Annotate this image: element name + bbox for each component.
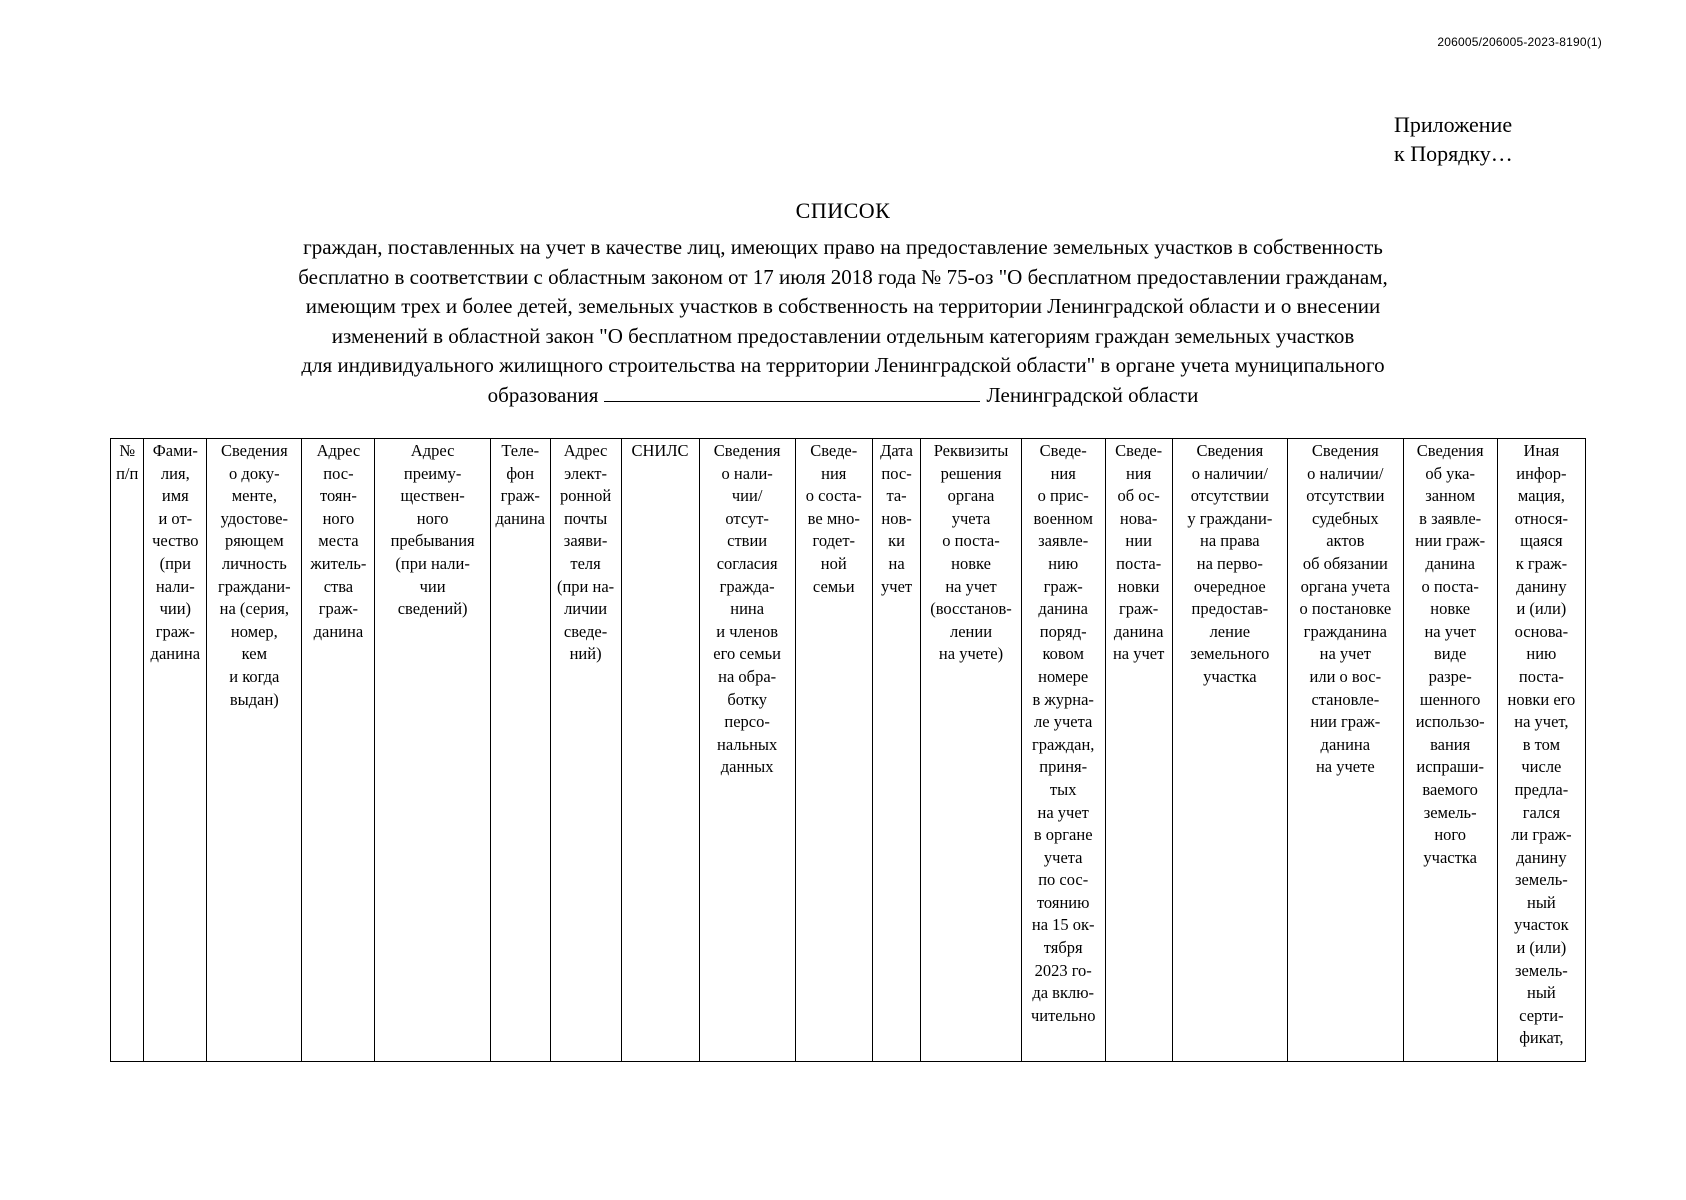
appendix-note [1394, 110, 1513, 168]
column-header: Сведения о нали- чии/ отсут- ствии согласия гражда- нина и членов его семьи на обра- ботку персо- нальных данных [699, 439, 795, 1062]
column-header: № п/п [111, 439, 144, 1062]
subtitle-line-6 [0, 381, 1686, 411]
column-header: Сведе- ния об ос- нова- нии поста- новки граж- данина на учет [1105, 439, 1172, 1062]
column-header: Сведения о наличии/ отсутствии у граждани- на права на перво- очередное предостав- ление земельного участка [1172, 439, 1287, 1062]
subtitle-line-5: для индивидуального жилищного строительства на территории Ленинградской области" в органе учета муниципального [301, 353, 1385, 377]
column-header: Сведения о наличии/ отсутствии судебных актов об обязании органа учета о постановке гражданина на учет или о вос- становле- нии граж- данина на учете [1288, 439, 1403, 1062]
column-header: Реквизиты решения органа учета о поста- новке на учет (восстанов- лении на учете) [921, 439, 1021, 1062]
column-header: Адрес пос- тоян- ного места житель- ства граж- данина [302, 439, 375, 1062]
document-title: СПИСОК [795, 198, 891, 223]
table-header-row [111, 439, 1586, 1062]
column-header: Адрес элект- ронной почты заяви- теля (при на- личии сведе- ний) [550, 439, 621, 1062]
column-header: Сведе- ния о соста- ве мно- годет- ной семьи [795, 439, 872, 1062]
municipality-blank-field[interactable] [604, 381, 980, 402]
column-header: Фами- лия, имя и от- чество (при нали- чии) граж- данина [144, 439, 207, 1062]
document-subtitle [0, 233, 1686, 410]
column-header: Теле- фон граж- данина [490, 439, 550, 1062]
column-header: Иная инфор- мация, относя- щаяся к граж- данину и (или) основа- нию поста- новки его на учет, в том числе предла- гался ли граж- данину земель- ный участок и (или) земель- ный серти- фикат, [1497, 439, 1585, 1062]
subtitle-region-label: Ленинградской области [986, 382, 1199, 407]
column-header: Сведения о доку- менте, удостове- ряющем личность граждани- на (серия, номер, кем и когда выдан) [207, 439, 302, 1062]
subtitle-line-2: бесплатно в соответствии с областным законом от 17 июля 2018 года № 75-оз "О бесплатном предоставлении гражданам, [298, 264, 1388, 289]
subtitle-line-4: изменений в областной закон "О бесплатном предоставлении отдельным категориям граждан земельных участков [331, 323, 1355, 348]
column-header: Сведе- ния о прис- военном заявле- нию граж- данина поряд- ковом номере в журна- ле учета граждан, приня- тых на учет в органе учета по сос- тоянию на 15 ок- тября 2023 го- да вклю- чительно [1021, 439, 1105, 1062]
subtitle-municipality-label: образования [487, 382, 599, 407]
column-header: Сведения об ука- занном в заявле- нии граж- данина о поста- новке на учет виде разре- шенного использо- вания испраши- ваемого земель- ного участка [1403, 439, 1497, 1062]
appendix-line-1: Приложение [1394, 112, 1513, 137]
column-header: Адрес преиму- ществен- ного пребывания (при нали- чии сведений) [375, 439, 490, 1062]
column-header: Дата пос- та- нов- ки на учет [872, 439, 921, 1062]
subtitle-line-1: граждан, поставленных на учет в качестве лиц, имеющих право на предоставление земельных участков в собственность [303, 235, 1383, 259]
column-header: СНИЛС [621, 439, 699, 1062]
document-id: 206005/206005-2023-8190(1) [1437, 35, 1602, 49]
appendix-line-2: к Порядку… [1394, 141, 1513, 166]
citizens-list-table [110, 438, 1586, 1062]
subtitle-line-3: имеющим трех и более детей, земельных участков в собственность на территории Ленинградской области и о внесении [305, 294, 1381, 318]
